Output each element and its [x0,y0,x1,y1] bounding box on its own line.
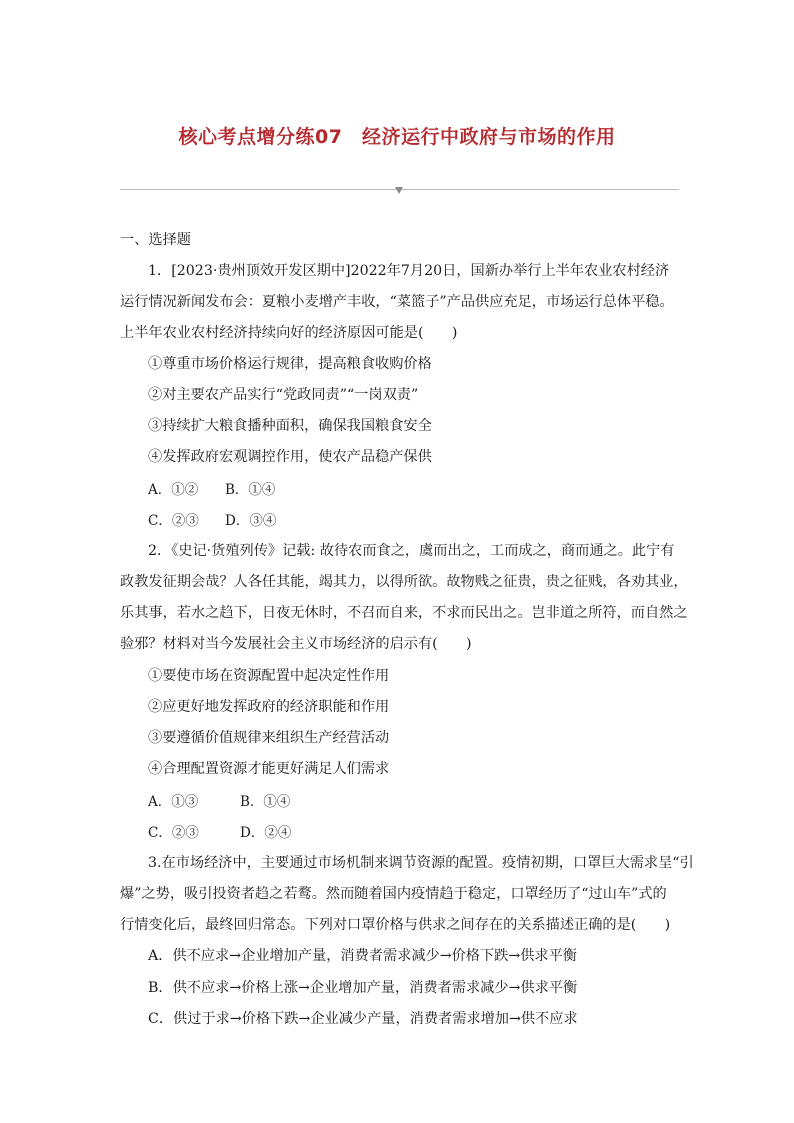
q1-option-2: ②对主要农产品实行“党政同责”“一岗双责” [148,387,419,403]
q2-choice-b: B．①④ [240,794,291,810]
q2-stem-line-2: 政教发征期会哉？人各任其能，竭其力，以得所欲。故物贱之征贵，贵之征贱，各劝其业， [120,574,688,590]
q1-option-4: ④发挥政府宏观调控作用，使农产品稳产保供 [148,449,432,465]
q2-stem-line-4: 验邪？材料对当今发展社会主义市场经济的启示有( ) [120,636,472,652]
q1-option-3: ③持续扩大粮食播种面积，确保我国粮食安全 [148,418,432,434]
q2-option-2: ②应更好地发挥政府的经济职能和作用 [148,699,390,715]
q2-option-3: ③要遵循价值规律来组织生产经营活动 [148,730,390,746]
q1-stem-line-2: 运行情况新闻发布会：夏粮小麦增产丰收，“菜篮子”产品供应充足，市场运行总体平稳。 [120,294,674,310]
q1-choice-c: C．②③ [148,513,199,529]
divider-arrow-icon [395,187,403,194]
q2-choice-d: D．②④ [240,825,292,841]
q3-stem-line-1: 3.在市场经济中，主要通过市场机制来调节资源的配置。疫情初期，口罩巨大需求呈“引 [148,855,694,871]
section-heading: 一、选择题 [120,232,191,248]
q1-choice-b: B．①④ [225,482,276,498]
q3-stem-line-3: 行情变化后，最终回归常态。下列对口罩价格与供求之间存在的关系描述正确的是( ) [120,917,671,933]
q3-option-a: A．供不应求→企业增加产量，消费者需求减少→价格下跌→供求平衡 [148,948,577,964]
q1-choice-a: A．①② [148,482,199,498]
q1-option-1: ①尊重市场价格运行规律，提高粮食收购价格 [148,356,432,372]
q2-choice-a: A．①③ [148,794,199,810]
q2-stem-line-1: 2．《史记·货殖列传》记载: 故待农而食之，虞而出之，工而成之，商而通之。此宁有 [148,543,675,559]
q3-stem-line-2: 爆”之势，吸引投资者趋之若鹜。然而随着国内疫情趋于稳定，口罩经历了“过山车”式的 [120,886,667,902]
q3-option-c: C．供过于求→价格下跌→企业减少产量，消费者需求增加→供不应求 [148,1011,578,1027]
page-title: 核心考点增分练07 经济运行中政府与市场的作用 [178,126,616,148]
q2-option-1: ①要使市场在资源配置中起决定性作用 [148,668,390,684]
q2-choice-c: C．②③ [148,825,199,841]
q1-stem-line-3: 上半年农业农村经济持续向好的经济原因可能是( ) [120,325,458,341]
q1-choice-d: D．③④ [225,513,277,529]
q1-stem-line-1: 1．[2023·贵州顶效开发区期中]2022年7月20日，国新办举行上半年农业农村经济 [148,263,670,279]
q2-stem-line-3: 乐其事，若水之趋下，日夜无休时，不召而自来，不求而民出之。岂非道之所符，而自然之 [120,605,688,621]
q3-option-b: B．供不应求→价格上涨→企业增加产量，消费者需求减少→供求平衡 [148,980,578,996]
q2-option-4: ④合理配置资源才能更好满足人们需求 [148,761,390,777]
